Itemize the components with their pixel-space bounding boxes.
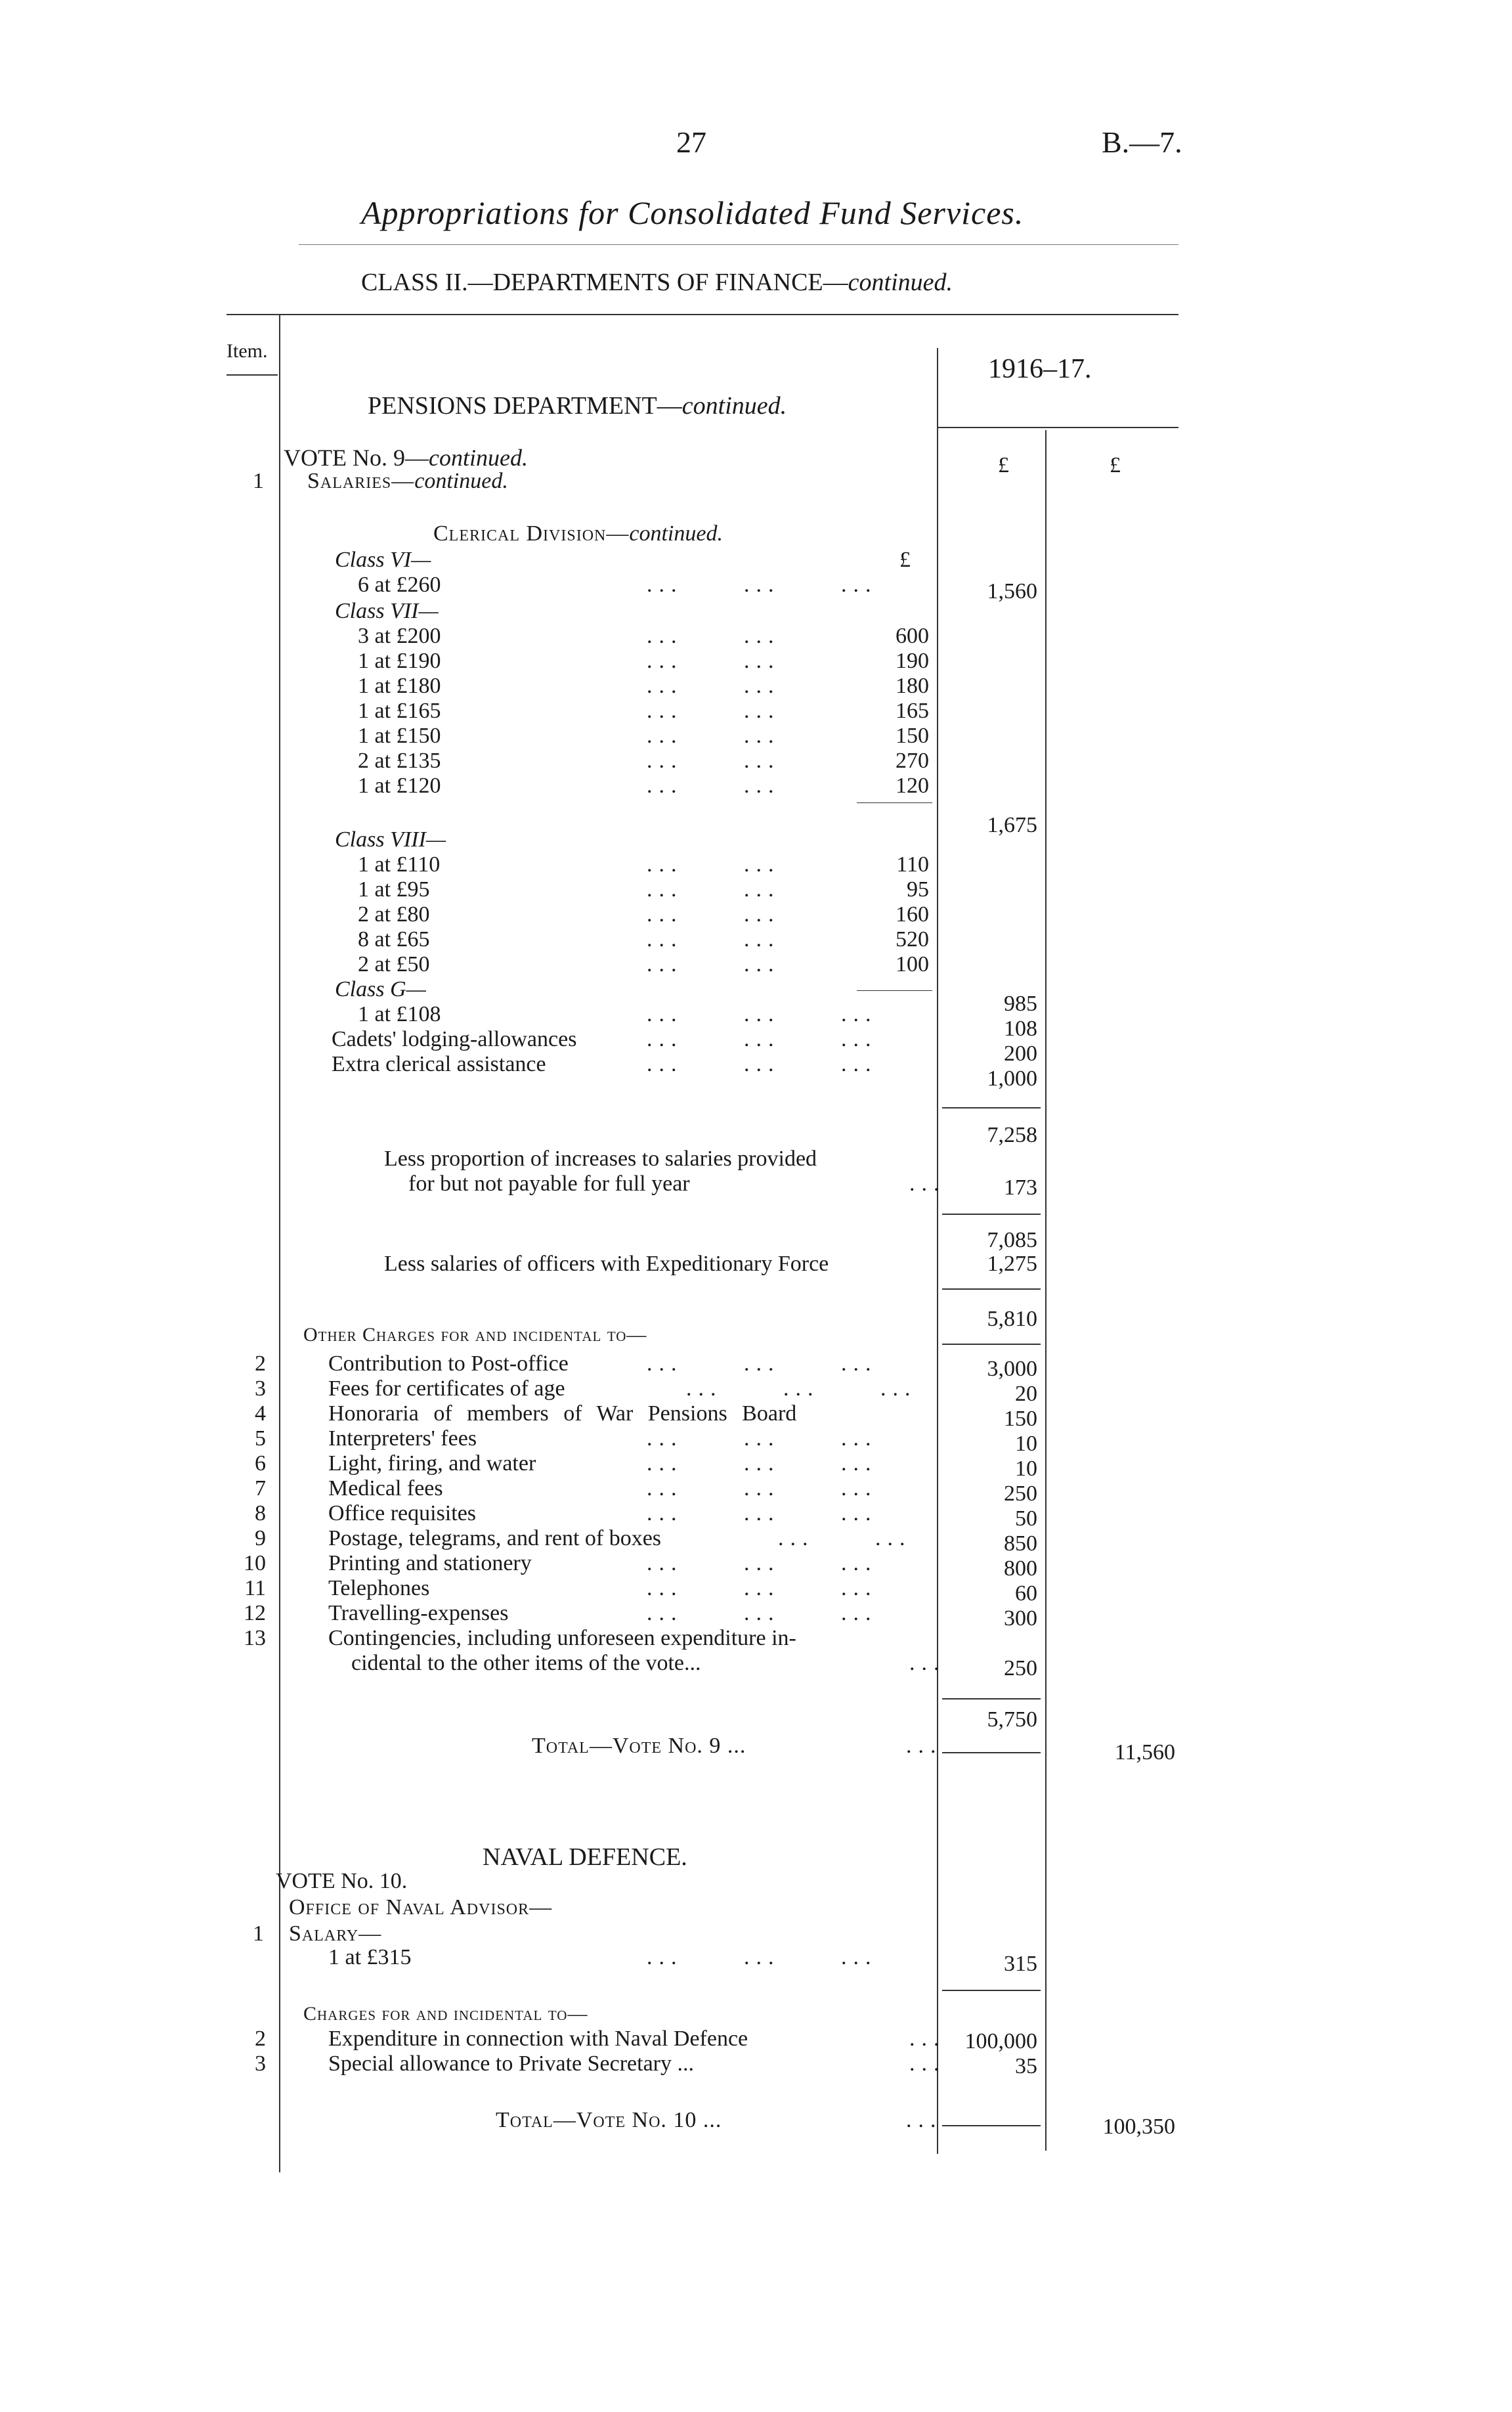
year-header-rule — [937, 427, 1178, 428]
leader-dots: ... ... ... — [647, 1451, 878, 1476]
class-viii-label: Class VIII— — [335, 827, 446, 852]
other-charge-3-number: 4 — [255, 1401, 266, 1426]
leader-dots: ... ... ... — [647, 1426, 878, 1451]
less-increases-value: 173 — [1004, 1175, 1037, 1200]
class-vii-label: Class VII— — [335, 599, 439, 623]
class-viii-row-1-desc: 1 at £110 — [358, 852, 441, 877]
other-charge-7-value: 50 — [1015, 1506, 1037, 1531]
other-charge-2-desc: Fees for certificates of age — [328, 1376, 565, 1401]
other-charge-11-desc: Travelling-expenses — [328, 1601, 509, 1625]
class-vii-row-6-desc: 2 at £135 — [358, 749, 441, 773]
other-charge-12-value: 250 — [1004, 1656, 1037, 1680]
title-rule — [299, 244, 1178, 245]
other-charges-total: 5,750 — [987, 1707, 1037, 1732]
naval-charge-1-number: 2 — [255, 2027, 266, 2051]
leader-dots: ... ... ... — [647, 1551, 878, 1575]
class-vi-label: Class VI— — [335, 548, 431, 572]
class-heading — [361, 268, 953, 297]
vote-9-total-value: 11,560 — [1114, 1740, 1175, 1765]
other-charge-8-value: 850 — [1004, 1531, 1037, 1556]
vote-9-main: VOTE No. 9— — [284, 445, 429, 471]
naval-salary-item-number: 1 — [253, 1921, 264, 1946]
page-title: Appropriations for Consolidated Fund Services. — [361, 194, 1024, 231]
leader-dots: ... — [909, 2051, 946, 2076]
class-vii-row-5-desc: 1 at £150 — [358, 724, 441, 748]
pound-column-divider — [1045, 430, 1047, 2151]
leader-dots: ... ... — [647, 902, 781, 927]
other-charge-10-desc: Telephones — [328, 1576, 430, 1600]
class-vii-row-1-value: 600 — [896, 624, 929, 648]
pensions-heading-continued: continued. — [681, 392, 787, 420]
pensions-heading-main: PENSIONS DEPARTMENT— — [368, 392, 682, 420]
subtotal-3-rule — [942, 1288, 1041, 1290]
vote-10-total-label: Total—Vote No. 10 ... — [496, 2108, 722, 2132]
other-charges-total-rule — [942, 1698, 1041, 1699]
class-vii-row-6-value: 270 — [896, 749, 929, 773]
leader-dots: ... ... — [647, 624, 781, 648]
other-charge-5-value: 10 — [1015, 1457, 1037, 1481]
other-charge-3-value: 150 — [1004, 1407, 1037, 1431]
item-header-rule — [227, 374, 278, 376]
class-g-label: Class G— — [335, 977, 426, 1001]
class-viii-row-3-desc: 2 at £80 — [358, 902, 430, 927]
class-heading-main: CLASS II.—DEPARTMENTS OF FINANCE— — [361, 269, 848, 296]
vote-10-total-value: 100,350 — [1102, 2115, 1175, 2139]
less-increases-line-1: Less proportion of increases to salaries provided — [384, 1147, 817, 1171]
naval-charge-2-number: 3 — [255, 2051, 266, 2076]
class-vii-row-3-value: 180 — [896, 674, 929, 698]
table-top-rule — [227, 314, 1178, 315]
other-charge-9-number: 10 — [244, 1551, 266, 1575]
class-viii-row-1-value: 110 — [896, 852, 929, 877]
document-reference: B.—7. — [1102, 125, 1182, 159]
class-viii-row-2-desc: 1 at £95 — [358, 877, 430, 902]
other-charge-3-desc: Honoraria of members of War Pensions Board — [328, 1401, 797, 1426]
class-vii-row-4-value: 165 — [896, 699, 929, 723]
year-column-header: 1916–17. — [988, 354, 1092, 384]
class-vii-row-2-value: 190 — [896, 649, 929, 673]
vote-10-total-rule — [942, 2125, 1041, 2126]
pound-sign-small: £ — [899, 548, 911, 572]
class-g-row-1-desc: 1 at £108 — [358, 1002, 441, 1026]
subtotal-3: 5,810 — [987, 1307, 1037, 1331]
class-viii-row-3-value: 160 — [896, 902, 929, 927]
leader-dots: ... — [906, 1734, 943, 1758]
vote-9-total-label: Total—Vote No. 9 ... — [532, 1734, 746, 1758]
other-charge-6-number: 7 — [255, 1476, 266, 1501]
other-charge-4-number: 5 — [255, 1426, 266, 1451]
leader-dots: ... — [909, 1651, 946, 1675]
leader-dots: ... ... ... — [647, 1501, 878, 1525]
leader-dots: ... ... ... — [686, 1376, 917, 1401]
class-vii-row-7-desc: 1 at £120 — [358, 774, 441, 798]
naval-salary-heading: Salary— — [289, 1921, 382, 1946]
class-vii-row-5-value: 150 — [896, 724, 929, 748]
salaries-main: Salaries— — [307, 469, 415, 493]
other-charges-heading: Other Charges for and incidental to— — [303, 1324, 647, 1346]
other-charge-11-number: 12 — [244, 1601, 266, 1625]
leader-dots: ... ... ... — [647, 1601, 878, 1625]
class-viii-row-5-desc: 2 at £50 — [358, 952, 430, 976]
other-charge-8-number: 9 — [255, 1526, 266, 1550]
leader-dots: ... ... — [647, 774, 781, 798]
leader-dots: ... ... — [778, 1526, 912, 1550]
leader-dots: ... — [909, 2027, 946, 2051]
pound-sign-1: £ — [998, 453, 1009, 477]
clerical-main: Clerical Division— — [433, 521, 630, 546]
less-expeditionary-value: 1,275 — [987, 1252, 1037, 1276]
leader-dots: ... — [909, 1172, 946, 1196]
subtotal-2-rule — [942, 1214, 1041, 1215]
less-increases-line-2: for but not payable for full year — [408, 1172, 690, 1196]
other-charge-6-value: 250 — [1004, 1481, 1037, 1506]
subtotal-1-rule — [942, 1107, 1041, 1108]
leader-dots: ... ... ... — [647, 1027, 878, 1051]
class-vii-row-3-desc: 1 at £180 — [358, 674, 441, 698]
pensions-heading — [368, 391, 787, 420]
leader-dots: ... ... ... — [647, 1052, 878, 1076]
subtotal-3-bottom-rule — [942, 1344, 1041, 1345]
other-charge-12-desc-line-1: Contingencies, including unforeseen expenditure in- — [328, 1626, 796, 1650]
leader-dots: ... ... — [647, 649, 781, 673]
naval-salary-value: 315 — [1004, 1952, 1037, 1976]
leader-dots: ... ... — [647, 724, 781, 748]
vote-9-heading — [284, 444, 528, 471]
clerical-continued: continued. — [629, 521, 723, 546]
other-charge-5-number: 6 — [255, 1451, 266, 1476]
salaries-heading — [307, 469, 508, 494]
class-vii-sum-rule — [857, 802, 932, 803]
other-charge-2-value: 20 — [1015, 1382, 1037, 1406]
other-charge-11-value: 300 — [1004, 1606, 1037, 1631]
other-charge-7-desc: Office requisites — [328, 1501, 477, 1525]
naval-charge-1-desc: Expenditure in connection with Naval Defence — [328, 2027, 748, 2051]
class-vii-total: 1,675 — [987, 813, 1037, 837]
class-vii-row-1-desc: 3 at £200 — [358, 624, 441, 648]
leader-dots: ... ... — [647, 749, 781, 773]
class-viii-total: 985 — [1004, 992, 1037, 1016]
subtotal-2: 7,085 — [987, 1228, 1037, 1252]
naval-salary-rule — [942, 1990, 1041, 1991]
other-charge-10-value: 60 — [1015, 1581, 1037, 1606]
other-charge-12-number: 13 — [244, 1626, 266, 1650]
class-viii-row-2-value: 95 — [907, 877, 929, 902]
item-column-header: Item. — [227, 340, 268, 362]
other-charge-9-desc: Printing and stationery — [328, 1551, 532, 1575]
vote-9-continued: continued. — [428, 445, 528, 471]
vote-10-heading: VOTE No. 10. — [276, 1869, 408, 1893]
class-viii-sum-rule — [857, 990, 932, 991]
naval-charge-1-value: 100,000 — [964, 2029, 1037, 2053]
naval-salary-desc: 1 at £315 — [328, 1945, 412, 1969]
leader-dots: ... ... — [647, 952, 781, 976]
class-heading-continued: continued. — [848, 269, 953, 296]
other-charge-6-desc: Medical fees — [328, 1476, 443, 1501]
class-vi-row-desc: 6 at £260 — [358, 573, 441, 597]
naval-charges-heading: Charges for and incidental to— — [303, 2003, 588, 2025]
other-charge-7-number: 8 — [255, 1501, 266, 1525]
other-charge-9-value: 800 — [1004, 1556, 1037, 1581]
other-charge-1-number: 2 — [255, 1351, 266, 1376]
office-of-naval-advisor: Office of Naval Advisor— — [289, 1895, 553, 1919]
other-charge-1-value: 3,000 — [987, 1357, 1037, 1381]
class-vii-row-2-desc: 1 at £190 — [358, 649, 441, 673]
leader-dots: ... ... — [647, 674, 781, 698]
class-vii-row-7-value: 120 — [896, 774, 929, 798]
subtotal-1: 7,258 — [987, 1123, 1037, 1147]
other-charge-4-desc: Interpreters' fees — [328, 1426, 477, 1451]
class-viii-row-5-value: 100 — [896, 952, 929, 976]
pound-sign-2: £ — [1110, 453, 1121, 477]
salaries-continued: continued. — [414, 469, 508, 493]
class-vi-total: 1,560 — [987, 579, 1037, 603]
class-viii-row-4-desc: 8 at £65 — [358, 927, 430, 952]
page-number: 27 — [676, 125, 706, 159]
class-vii-row-4-desc: 1 at £165 — [358, 699, 441, 723]
leader-dots: ... ... — [647, 852, 781, 877]
class-viii-row-4-value: 520 — [896, 927, 929, 952]
class-g-row-1-value: 108 — [1004, 1017, 1037, 1041]
other-charge-12-desc-line-2: cidental to the other items of the vote... — [351, 1651, 701, 1675]
salaries-item-number: 1 — [253, 469, 264, 493]
other-charge-8-desc: Postage, telegrams, and rent of boxes — [328, 1526, 662, 1550]
leader-dots: ... ... ... — [647, 1351, 878, 1376]
other-charge-4-value: 10 — [1015, 1432, 1037, 1456]
other-charge-2-number: 3 — [255, 1376, 266, 1401]
leader-dots: ... ... ... — [647, 1945, 878, 1969]
class-g-row-2-value: 200 — [1004, 1042, 1037, 1066]
leader-dots: ... ... — [647, 877, 781, 902]
clerical-heading — [433, 521, 723, 546]
class-g-row-3-desc: Extra clerical assistance — [332, 1052, 546, 1076]
leader-dots: ... ... ... — [647, 1476, 878, 1501]
other-charge-1-desc: Contribution to Post-office — [328, 1351, 569, 1376]
leader-dots: ... ... — [647, 699, 781, 723]
other-charge-10-number: 11 — [244, 1576, 266, 1600]
leader-dots: ... ... ... — [647, 573, 878, 597]
leader-dots: ... ... — [647, 927, 781, 952]
vote-9-total-rule — [942, 1752, 1041, 1753]
class-g-row-2-desc: Cadets' lodging-allowances — [332, 1027, 577, 1051]
leader-dots: ... ... ... — [647, 1576, 878, 1600]
naval-defence-heading: NAVAL DEFENCE. — [483, 1843, 687, 1871]
leader-dots: ... ... ... — [647, 1002, 878, 1026]
other-charge-5-desc: Light, firing, and water — [328, 1451, 536, 1476]
naval-charge-2-value: 35 — [1015, 2054, 1037, 2078]
less-expeditionary-text: Less salaries of officers with Expeditionary Force — [384, 1252, 829, 1276]
naval-charge-2-desc: Special allowance to Private Secretary ... — [328, 2051, 694, 2076]
leader-dots: ... — [906, 2108, 943, 2132]
class-g-row-3-value: 1,000 — [987, 1066, 1037, 1091]
year-column-left-rule — [937, 348, 938, 2154]
